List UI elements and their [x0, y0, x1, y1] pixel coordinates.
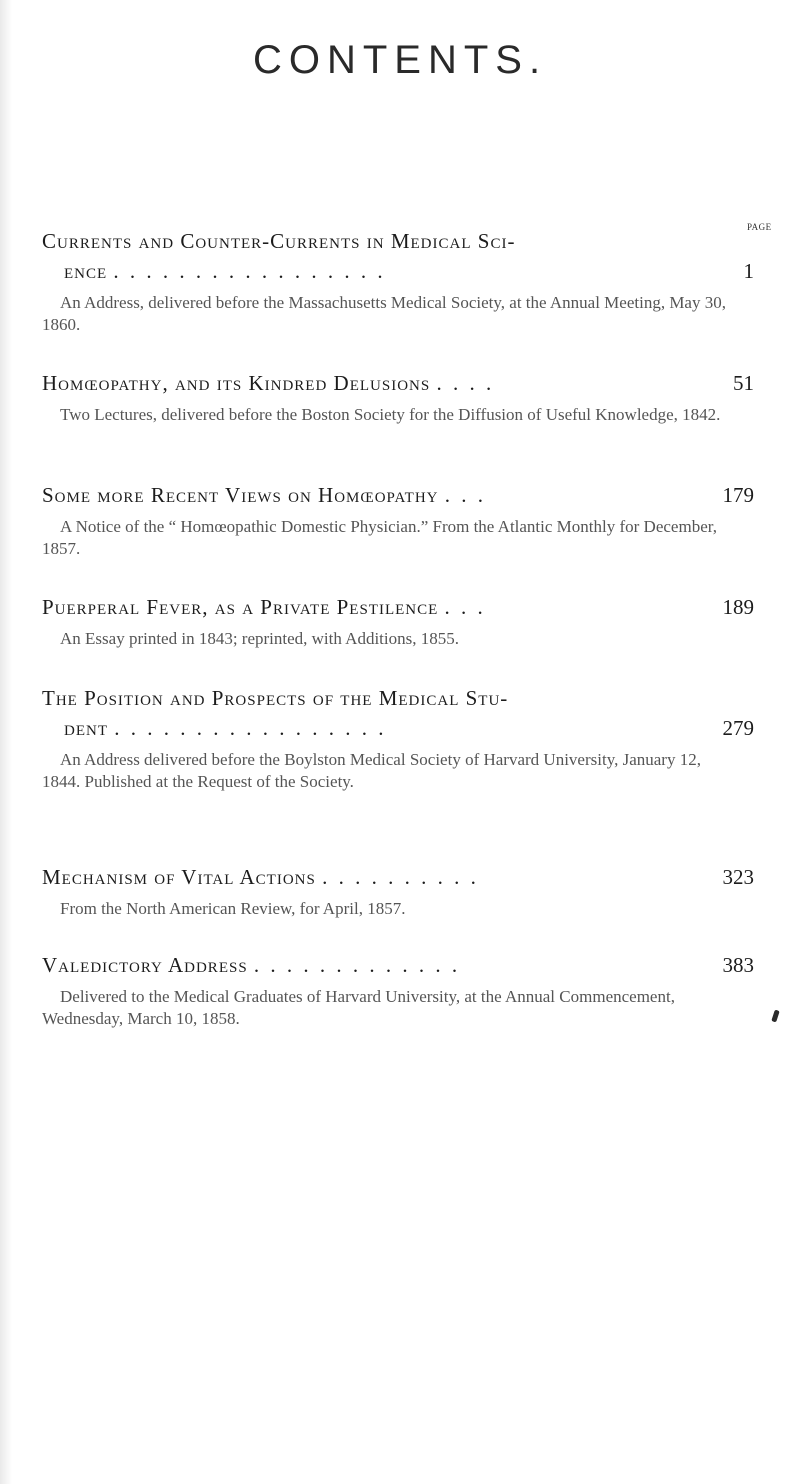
entry-page-number: 179 — [722, 483, 754, 507]
entry-note: A Notice of the “ Homœopathic Domestic Physician.” From the Atlantic Monthly for December, 1857. — [42, 517, 717, 558]
entry-title-line2: dent — [64, 716, 108, 740]
entry-title-line1: Valedictory Address — [42, 953, 248, 977]
toc-entry[interactable] — [42, 480, 752, 560]
dot-leader: . . . — [444, 483, 487, 507]
toc-entry[interactable] — [42, 368, 752, 426]
entry-title[interactable] — [42, 683, 752, 743]
toc-entry[interactable] — [42, 950, 752, 1030]
toc-entry[interactable] — [42, 683, 752, 793]
entry-page-number: 51 — [733, 371, 754, 395]
entry-title-line1: Mechanism of Vital Actions — [42, 865, 316, 889]
entry-title[interactable] — [42, 480, 752, 510]
contents-heading: CONTENTS. — [252, 38, 548, 82]
entry-title[interactable] — [42, 226, 752, 286]
dot-leader: . . . . . . . . . . . . . — [253, 953, 461, 977]
entry-title[interactable] — [42, 862, 752, 892]
toc-entry[interactable] — [42, 592, 752, 650]
entry-note: Two Lectures, delivered before the Boston Society for the Diffusion of Useful Knowledge, 1842. — [60, 405, 721, 424]
entry-title-line1: Homœopathy, and its Kindred Delusions — [42, 371, 431, 395]
entry-title-line1: Currents and Counter-Currents in Medical Sci- — [42, 229, 516, 253]
page-margin-shadow — [0, 0, 12, 1484]
entry-title-line2: ence — [64, 259, 108, 283]
entry-page-number: 279 — [722, 716, 754, 740]
entry-note: From the North American Review, for April, 1857. — [60, 899, 406, 918]
dot-leader: . . . . . . . . . . . . . . . . . — [114, 716, 387, 740]
toc-entry[interactable] — [42, 226, 752, 336]
entry-title-line1: Puerperal Fever, as a Private Pestilence — [42, 595, 439, 619]
entry-title-line1: The Position and Prospects of the Medical Stu- — [42, 686, 509, 710]
entry-title-line1: Some more Recent Views on Homœopathy — [42, 483, 439, 507]
dot-leader: . . . . . . . . . . . . . . . . . — [113, 259, 386, 283]
entry-title[interactable] — [42, 368, 752, 398]
entry-page-number: 323 — [722, 865, 754, 889]
entry-title[interactable] — [42, 592, 752, 622]
page-column-label: PAGE — [747, 222, 772, 232]
entry-title[interactable] — [42, 950, 752, 980]
entry-page-number: 383 — [722, 953, 754, 977]
ink-speck — [771, 1010, 779, 1023]
entry-page-number: 189 — [722, 595, 754, 619]
entry-note: Delivered to the Medical Graduates of Harvard University, at the Annual Commencement, Wednesday, March 10, 1858. — [42, 987, 675, 1028]
dot-leader: . . . . . . . . . . — [322, 865, 479, 889]
toc-entry[interactable] — [42, 862, 752, 920]
entry-note: An Essay printed in 1843; reprinted, with Additions, 1855. — [60, 629, 459, 648]
entry-note: An Address delivered before the Boylston Medical Society of Harvard University, January 12, 1844. Published at the Request of the Society. — [42, 750, 701, 791]
dot-leader: . . . — [444, 595, 486, 619]
dot-leader: . . . . — [436, 371, 495, 395]
entry-page-number: 1 — [743, 259, 754, 283]
entry-note: An Address, delivered before the Massachusetts Medical Society, at the Annual Meeting, May 30, 1860. — [42, 293, 726, 334]
